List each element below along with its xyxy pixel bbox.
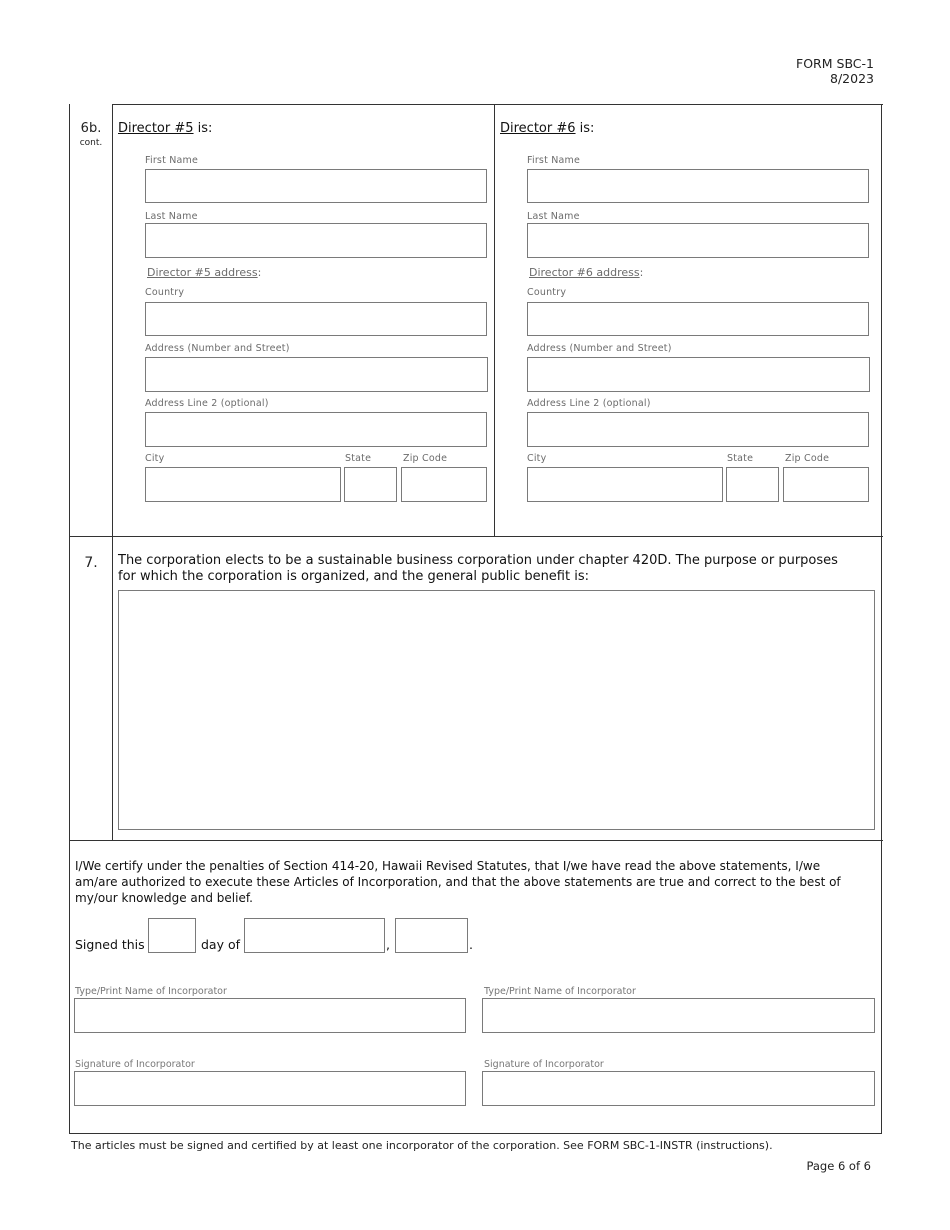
state-label: State <box>727 453 754 464</box>
director-6-first-name-input[interactable] <box>527 169 869 203</box>
period-separator: . <box>469 937 473 952</box>
state-label: State <box>345 453 372 464</box>
signature-label: Signature of Incorporator <box>75 1059 195 1070</box>
director-6-state-input[interactable] <box>726 467 779 502</box>
country-label: Country <box>527 287 567 298</box>
director-6-link[interactable]: Director #6 <box>500 121 576 136</box>
signed-month-input[interactable] <box>244 918 385 953</box>
director-6-city-input[interactable] <box>527 467 723 502</box>
director-6-country-input[interactable] <box>527 302 869 336</box>
signature-label: Signature of Incorporator <box>484 1059 604 1070</box>
director-6-address-input[interactable] <box>527 357 870 392</box>
divider <box>70 536 883 537</box>
director-5-address-heading: Director #5 address: <box>147 266 262 279</box>
footer-note: The articles must be signed and certified by at least one incorporator of the corporation. See FORM SBC-1-INSTR (instructions). <box>71 1139 773 1152</box>
director-6-heading: Director #6 is: <box>500 121 595 136</box>
divider <box>70 840 883 841</box>
print-name-label: Type/Print Name of Incorporator <box>484 986 636 997</box>
incorporator-name-input-1[interactable] <box>74 998 466 1033</box>
director-5-country-input[interactable] <box>145 302 487 336</box>
country-label: Country <box>145 287 185 298</box>
incorporator-name-input-2[interactable] <box>482 998 875 1033</box>
director-5-first-name-input[interactable] <box>145 169 487 203</box>
address2-label: Address Line 2 (optional) <box>527 398 651 409</box>
director-6-address-heading: Director #6 address: <box>529 266 644 279</box>
director-5-zip-input[interactable] <box>401 467 487 502</box>
director-5-address-input[interactable] <box>145 357 488 392</box>
address-label: Address (Number and Street) <box>145 343 290 354</box>
first-name-label: First Name <box>145 155 199 166</box>
zip-label: Zip Code <box>403 453 448 464</box>
director-5-state-input[interactable] <box>344 467 397 502</box>
city-label: City <box>145 453 165 464</box>
form-name: FORM SBC-1 <box>796 56 874 71</box>
section-number-7: 7. <box>84 555 98 571</box>
director-5-link[interactable]: Director #5 <box>118 121 194 136</box>
last-name-label: Last Name <box>527 211 580 222</box>
divider <box>112 104 883 105</box>
day-of-label: day of <box>201 937 241 952</box>
director-6-address2-input[interactable] <box>527 412 869 447</box>
section-number-6b: 6b. <box>80 121 102 136</box>
address-label: Address (Number and Street) <box>527 343 672 354</box>
print-name-label: Type/Print Name of Incorporator <box>75 986 227 997</box>
zip-label: Zip Code <box>785 453 830 464</box>
form-date: 8/2023 <box>830 71 874 86</box>
purpose-textarea[interactable] <box>118 590 875 830</box>
signed-day-input[interactable] <box>148 918 196 953</box>
director-5-last-name-input[interactable] <box>145 223 487 258</box>
signed-this-label: Signed this <box>75 937 145 952</box>
comma-separator: , <box>386 937 390 952</box>
section-7-statement: The corporation elects to be a sustainable business corporation under chapter 420D. The purpose or purposes for which the corporation is organized, and the general public benefit is: <box>118 553 838 584</box>
section-cont-label: cont. <box>79 138 103 148</box>
form-identifier <box>796 56 874 86</box>
last-name-label: Last Name <box>145 211 198 222</box>
incorporator-signature-input-2[interactable] <box>482 1071 875 1106</box>
director-6-last-name-input[interactable] <box>527 223 869 258</box>
director-5-heading: Director #5 is: <box>118 121 213 136</box>
signed-year-input[interactable] <box>395 918 468 953</box>
incorporator-signature-input-1[interactable] <box>74 1071 466 1106</box>
divider <box>112 104 113 840</box>
director-5-address2-input[interactable] <box>145 412 487 447</box>
certification-statement: I/We certify under the penalties of Section 414-20, Hawaii Revised Statutes, that I/we have read the above statements, I/we am/are authorized to execute these Articles of Incorporation, and that the above statements are true and correct to the best of my/our knowledge and belief. <box>75 859 841 905</box>
director-5-city-input[interactable] <box>145 467 341 502</box>
director-6-zip-input[interactable] <box>783 467 869 502</box>
first-name-label: First Name <box>527 155 581 166</box>
city-label: City <box>527 453 547 464</box>
page-number: Page 6 of 6 <box>806 1159 871 1173</box>
divider <box>494 104 495 536</box>
address2-label: Address Line 2 (optional) <box>145 398 269 409</box>
